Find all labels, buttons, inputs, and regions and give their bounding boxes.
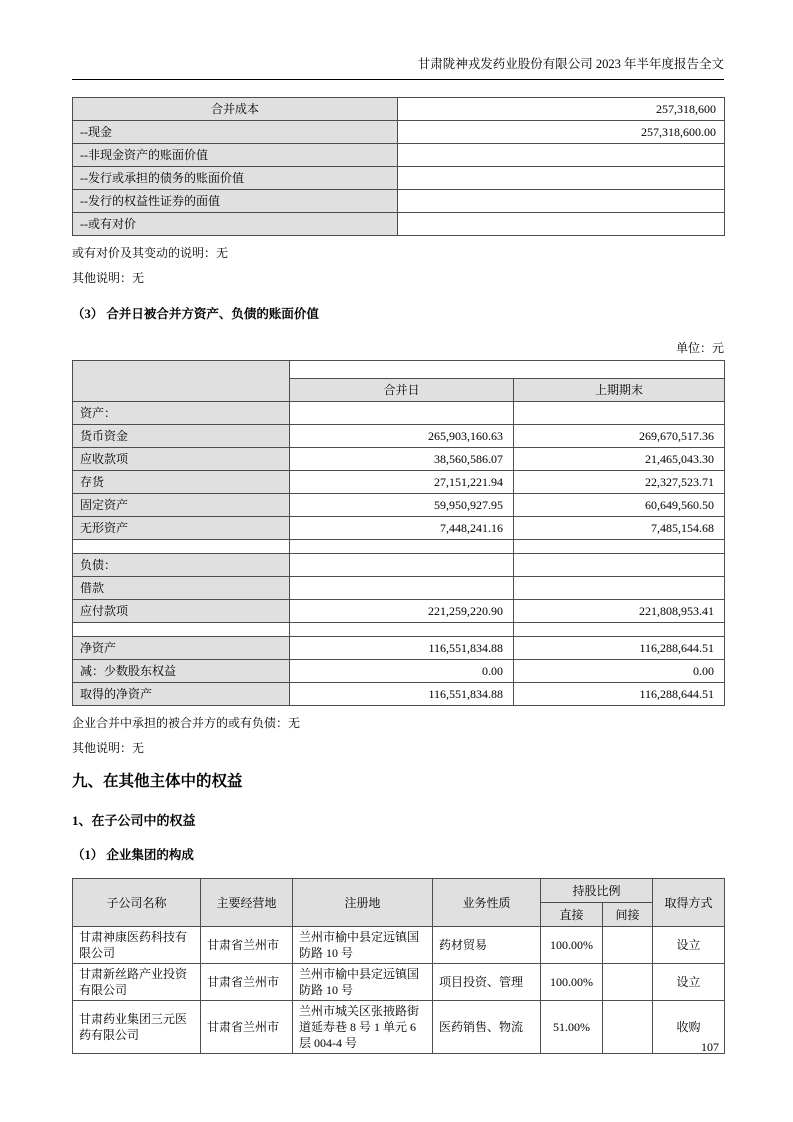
- direct-ratio-cell: 100.00%: [541, 964, 603, 1001]
- row-label-cell: 净资产: [73, 637, 290, 660]
- row-label-cell: 负债：: [73, 554, 290, 577]
- row-label-cell: 货币资金: [73, 425, 290, 448]
- table-row: [73, 683, 725, 706]
- merge-date-cell: [290, 554, 514, 577]
- table-row: [73, 964, 725, 1001]
- direct-ratio-cell: 51.00%: [541, 1001, 603, 1054]
- table-row: [73, 577, 725, 600]
- section-9-heading: 九、在其他主体中的权益: [72, 773, 243, 790]
- table-row: [73, 213, 725, 236]
- principal-place-cell: 甘肃省兰州市: [201, 927, 293, 964]
- prior-period-cell: 7,485,154.68: [514, 517, 725, 540]
- column-header-registered-place: 注册地: [293, 879, 433, 927]
- merge-date-cell: [290, 577, 514, 600]
- merge-date-cell: [290, 402, 514, 425]
- subsidiary-name-cell: 甘肃神康医药科技有限公司: [73, 927, 201, 964]
- merge-date-cell: 7,448,241.16: [290, 517, 514, 540]
- merge-date-cell: 116,551,834.88: [290, 683, 514, 706]
- table-row: [73, 121, 725, 144]
- principal-place-cell: 甘肃省兰州市: [201, 964, 293, 1001]
- row-label-cell: --发行的权益性证券的面值: [73, 190, 398, 213]
- spacer-row: [73, 540, 725, 554]
- column-header-name: 子公司名称: [73, 879, 201, 927]
- row-label-cell: 应收款项: [73, 448, 290, 471]
- column-header-prior-period: 上期期末: [514, 379, 725, 402]
- contingent-liability-note: 企业合并中承担的被合并方的或有负债：无: [72, 716, 301, 730]
- prior-period-cell: 116,288,644.51: [514, 637, 725, 660]
- row-value-cell: [398, 213, 725, 236]
- merge-date-cell: [290, 623, 514, 637]
- row-label-cell: [73, 623, 290, 637]
- prior-period-cell: [514, 554, 725, 577]
- spacer-row: [73, 623, 725, 637]
- business-nature-cell: 药材贸易: [433, 927, 541, 964]
- table-row: [73, 144, 725, 167]
- prior-period-cell: [514, 402, 725, 425]
- row-value-cell: [398, 190, 725, 213]
- prior-period-cell: [514, 577, 725, 600]
- table-row: [73, 600, 725, 623]
- table-header-row: [73, 879, 725, 903]
- column-header-indirect: 间接: [603, 903, 653, 927]
- indirect-ratio-cell: [603, 1001, 653, 1054]
- table-row: [73, 471, 725, 494]
- column-header-business-nature: 业务性质: [433, 879, 541, 927]
- section-9-1-1-heading: （1） 企业集团的构成: [72, 848, 194, 862]
- contingent-consideration-note: 或有对价及其变动的说明：无: [72, 246, 229, 260]
- merge-date-cell: 221,259,220.90: [290, 600, 514, 623]
- table-row: [73, 637, 725, 660]
- row-value-cell: 257,318,600.00: [398, 121, 725, 144]
- row-label-cell: 减：少数股东权益: [73, 660, 290, 683]
- merge-date-cell: 59,950,927.95: [290, 494, 514, 517]
- table-row: [73, 517, 725, 540]
- merge-date-cell: 116,551,834.88: [290, 637, 514, 660]
- prior-period-cell: 60,649,560.50: [514, 494, 725, 517]
- header-spacer-cell: [290, 361, 725, 379]
- balance-table: [72, 360, 725, 706]
- page-number: 107: [701, 1040, 719, 1054]
- indirect-ratio-cell: [603, 964, 653, 1001]
- table-row: [73, 190, 725, 213]
- acquisition-method-cell: 设立: [653, 964, 725, 1001]
- row-label-cell: --非现金资产的账面价值: [73, 144, 398, 167]
- merged-cost-table: [72, 97, 725, 236]
- principal-place-cell: 甘肃省兰州市: [201, 1001, 293, 1054]
- row-value-cell: [398, 167, 725, 190]
- business-nature-cell: 医药销售、物流: [433, 1001, 541, 1054]
- table-row: [73, 1001, 725, 1054]
- prior-period-cell: [514, 540, 725, 554]
- corner-cell: [73, 361, 290, 402]
- table-row: [73, 98, 725, 121]
- unit-label: 单位：元: [675, 341, 724, 355]
- column-header-principal-place: 主要经营地: [201, 879, 293, 927]
- row-label-cell: 无形资产: [73, 517, 290, 540]
- prior-period-cell: 0.00: [514, 660, 725, 683]
- merge-date-cell: 265,903,160.63: [290, 425, 514, 448]
- indirect-ratio-cell: [603, 927, 653, 964]
- acquisition-method-cell: 设立: [653, 927, 725, 964]
- table-row: [73, 494, 725, 517]
- merge-date-cell: [290, 540, 514, 554]
- table-row: [73, 167, 725, 190]
- subsidiary-name-cell: 甘肃药业集团三元医药有限公司: [73, 1001, 201, 1054]
- row-label-cell: 取得的净资产: [73, 683, 290, 706]
- column-header-shareholding: 持股比例: [541, 879, 653, 903]
- business-nature-cell: 项目投资、管理: [433, 964, 541, 1001]
- prior-period-cell: [514, 623, 725, 637]
- merge-date-cell: 0.00: [290, 660, 514, 683]
- registered-place-cell: 兰州市榆中县定远镇国防路 10 号: [293, 927, 433, 964]
- row-label-cell: 借款: [73, 577, 290, 600]
- direct-ratio-cell: 100.00%: [541, 927, 603, 964]
- prior-period-cell: 116,288,644.51: [514, 683, 725, 706]
- table-row: [73, 660, 725, 683]
- table-row: [73, 927, 725, 964]
- table-header-row: [73, 361, 725, 379]
- other-note: 其他说明：无: [72, 271, 145, 285]
- merge-date-cell: 38,560,586.07: [290, 448, 514, 471]
- column-header-direct: 直接: [541, 903, 603, 927]
- table-row: [73, 402, 725, 425]
- row-value-cell: [398, 144, 725, 167]
- prior-period-cell: 269,670,517.36: [514, 425, 725, 448]
- row-label-cell: 存货: [73, 471, 290, 494]
- column-header-merge-date: 合并日: [290, 379, 514, 402]
- merge-date-cell: 27,151,221.94: [290, 471, 514, 494]
- prior-period-cell: 22,327,523.71: [514, 471, 725, 494]
- row-value-cell: 257,318,600: [398, 98, 725, 121]
- column-header-acquisition: 取得方式: [653, 879, 725, 927]
- section-3-heading: （3） 合并日被合并方资产、负债的账面价值: [72, 307, 319, 321]
- registered-place-cell: 兰州市城关区张掖路街道延寿巷 8 号 1 单元 6 层 004-4 号: [293, 1001, 433, 1054]
- row-label-cell: --现金: [73, 121, 398, 144]
- table-row: [73, 554, 725, 577]
- subsidiary-name-cell: 甘肃新丝路产业投资有限公司: [73, 964, 201, 1001]
- row-label-cell: [73, 540, 290, 554]
- acquisition-method-cell: 收购: [653, 1001, 725, 1054]
- prior-period-cell: 221,808,953.41: [514, 600, 725, 623]
- document-header-title: 甘肃陇神戎发药业股份有限公司 2023 年半年度报告全文: [72, 0, 724, 80]
- table-row: [73, 448, 725, 471]
- registered-place-cell: 兰州市榆中县定远镇国防路 10 号: [293, 964, 433, 1001]
- row-label-cell: 合并成本: [73, 98, 398, 121]
- row-label-cell: 固定资产: [73, 494, 290, 517]
- row-label-cell: --发行或承担的债务的账面价值: [73, 167, 398, 190]
- row-label-cell: --或有对价: [73, 213, 398, 236]
- other-note: 其他说明：无: [72, 741, 145, 755]
- row-label-cell: 应付款项: [73, 600, 290, 623]
- prior-period-cell: 21,465,043.30: [514, 448, 725, 471]
- section-9-1-heading: 1、在子公司中的权益: [72, 813, 196, 828]
- table-row: [73, 425, 725, 448]
- subsidiaries-table: [72, 878, 725, 1054]
- row-label-cell: 资产：: [73, 402, 290, 425]
